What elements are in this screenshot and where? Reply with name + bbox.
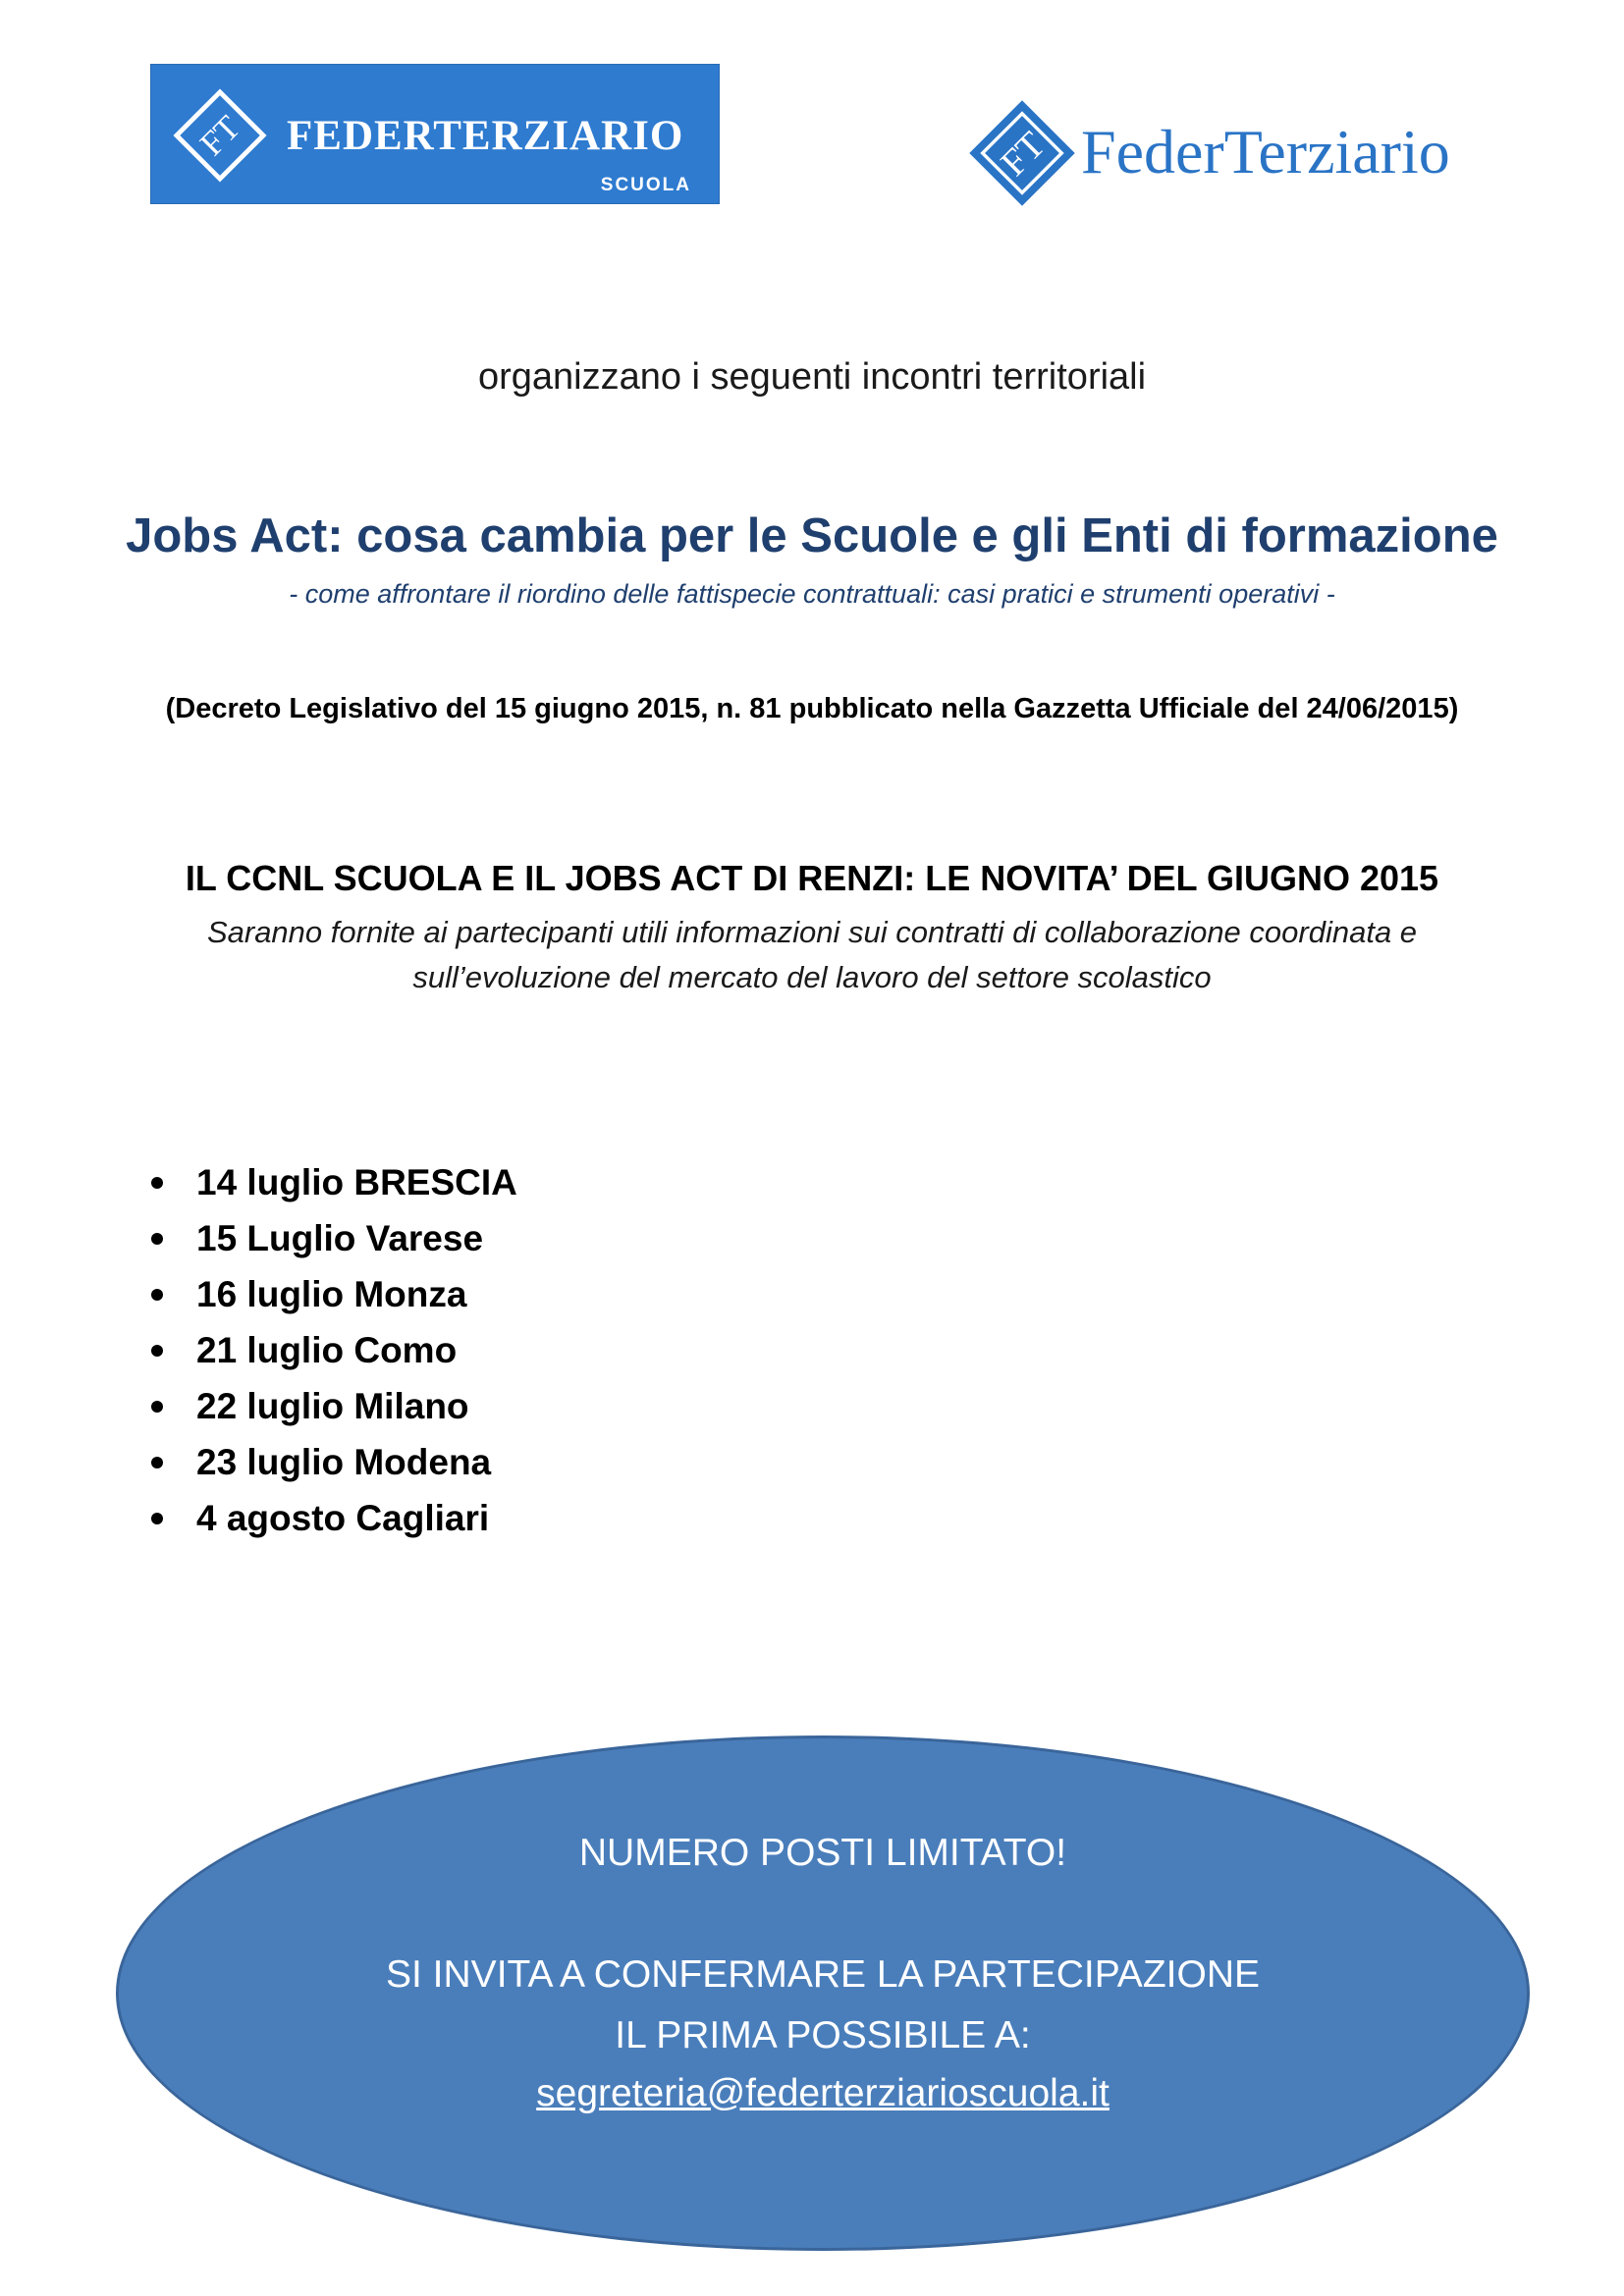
date-label: 21 luglio Como [196,1330,458,1370]
description-line-1: Saranno fornite ai partecipanti utili informazioni sui contratti di collaborazione coordinata e [206,915,1418,949]
date-label: 22 luglio Milano [196,1386,469,1426]
ft-diamond-icon [967,98,1077,208]
list-item [147,1378,517,1434]
decree-reference: (Decreto Legislativo del 15 giugno 2015, n. 81 pubblicato nella Gazzetta Ufficiale del 24/06/2015) [165,693,1459,724]
date-label: 15 Luglio Varese [196,1218,484,1258]
date-label: 14 luglio BRESCIA [196,1162,517,1202]
invite-text-line-2: IL PRIMA POSSIBILE A: [615,2014,1031,2056]
date-label: 4 agosto Cagliari [196,1498,490,1538]
ccnl-heading: IL CCNL SCUOLA E IL JOBS ACT DI RENZI: LE NOVITA’ DEL GIUGNO 2015 [185,858,1439,898]
bullet-icon [151,1233,163,1245]
registration-callout [116,1735,1530,2251]
email-line [119,2072,1527,2115]
list-item [147,1266,517,1322]
logo-left-monogram: FT [192,108,248,164]
list-item [147,1434,517,1490]
federterziario-logo [967,98,1537,216]
ft-diamond-icon [173,88,267,183]
bullet-icon [151,1289,163,1301]
page-subtitle: - come affrontare il riordino delle fattispecie contrattuali: casi pratici e strumenti operativi - [289,579,1335,609]
intro-text: organizzano i seguenti incontri territoriali [477,356,1147,398]
list-item [147,1154,517,1210]
bullet-icon [151,1401,163,1413]
date-label: 23 luglio Modena [196,1442,492,1482]
limited-seats-text: NUMERO POSTI LIMITATO! [578,1832,1067,1874]
page-title: Jobs Act: cosa cambia per le Scuole e gli Enti di formazione [126,509,1498,562]
logo-right-brand: FederTerziario [1081,117,1450,187]
bullet-icon [151,1345,163,1357]
list-item [147,1322,517,1378]
description [0,910,1624,1000]
invite-text-line-1: SI INVITA A CONFERMARE LA PARTECIPAZIONE [386,1953,1260,1996]
logo-left-sub: SCUOLA [600,175,691,195]
logo-right-monogram: FT [993,124,1054,185]
list-item [147,1490,517,1546]
description-line-2: sull’evoluzione del mercato del lavoro del settore scolastico [412,960,1212,994]
federterziario-scuola-logo [150,64,720,204]
bullet-icon [151,1177,163,1189]
email-link[interactable]: segreteria@federterziarioscuola.it [536,2072,1110,2114]
list-item [147,1210,517,1266]
date-label: 16 luglio Monza [196,1274,467,1314]
bullet-icon [151,1457,163,1468]
logo-left-brand: FEDERTERZIARIO [287,113,684,159]
bullet-icon [151,1513,163,1524]
meeting-dates-list [147,1154,517,1546]
